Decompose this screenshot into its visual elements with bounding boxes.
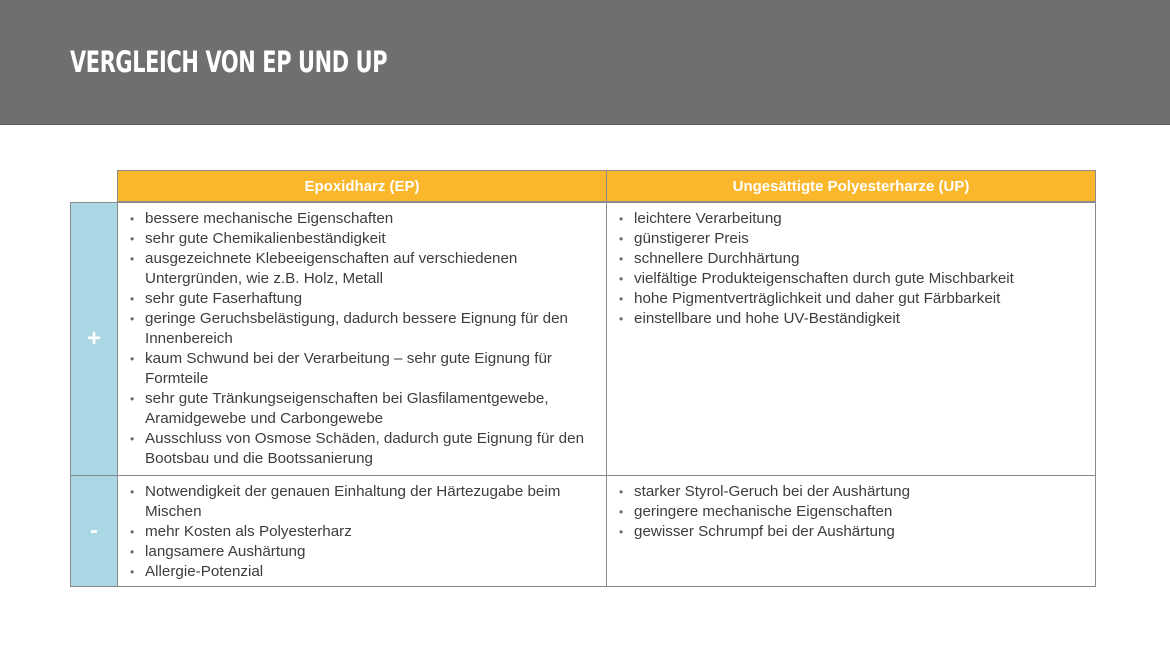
list-item: • kaum Schwund bei der Verarbeitung – sehr gute Eignung für Formteile [129, 349, 596, 389]
cell-up-disadvantages [606, 475, 1096, 587]
list-up-disadvantages [618, 482, 1085, 542]
list-item: • einstellbare und hohe UV-Beständigkeit [618, 309, 1085, 329]
cell-ep-disadvantages [117, 475, 607, 587]
row-label-advantages: + [70, 202, 118, 476]
list-item: • sehr gute Faserhaftung [129, 289, 596, 309]
list-item: • geringere mechanische Eigenschaften [618, 502, 1085, 522]
list-item: • sehr gute Tränkungseigenschaften bei Glasfilamentgewebe, Aramidgewebe und Carbongewebe [129, 389, 596, 429]
list-item: • Allergie-Potenzial [129, 562, 596, 582]
list-item: • gewisser Schrumpf bei der Aushärtung [618, 522, 1085, 542]
title-bar [0, 0, 1170, 125]
list-item: • bessere mechanische Eigenschaften [129, 209, 596, 229]
list-item: • schnellere Durchhärtung [618, 249, 1085, 269]
list-item: • vielfältige Produkteigenschaften durch gute Mischbarkeit [618, 269, 1085, 289]
page-title: VERGLEICH VON EP UND UP [70, 45, 388, 79]
list-item: • sehr gute Chemikalienbeständigkeit [129, 229, 596, 249]
cell-up-advantages [606, 202, 1096, 476]
list-up-advantages [618, 209, 1085, 329]
list-item: • mehr Kosten als Polyesterharz [129, 522, 596, 542]
list-item: • günstigerer Preis [618, 229, 1085, 249]
list-item: • Ausschluss von Osmose Schäden, dadurch gute Eignung für den Bootsbau und die Bootssanierung [129, 429, 596, 469]
list-item: • leichtere Verarbeitung [618, 209, 1085, 229]
cell-ep-advantages [117, 202, 607, 476]
list-ep-disadvantages [129, 482, 596, 582]
column-header-ep: Epoxidharz (EP) [117, 170, 607, 202]
column-header-up: Ungesättigte Polyesterharze (UP) [606, 170, 1096, 202]
list-item: • Notwendigkeit der genauen Einhaltung der Härtezugabe beim Mischen [129, 482, 596, 522]
list-item: • geringe Geruchsbelästigung, dadurch bessere Eignung für den Innenbereich [129, 309, 596, 349]
list-item: • ausgezeichnete Klebeeigenschaften auf verschiedenen Untergründen, wie z.B. Holz, Metall [129, 249, 596, 289]
row-label-disadvantages: - [70, 475, 118, 587]
list-item: • hohe Pigmentverträglichkeit und daher gut Färbbarkeit [618, 289, 1085, 309]
list-item: • starker Styrol-Geruch bei der Aushärtung [618, 482, 1085, 502]
list-ep-advantages [129, 209, 596, 469]
list-item: • langsamere Aushärtung [129, 542, 596, 562]
